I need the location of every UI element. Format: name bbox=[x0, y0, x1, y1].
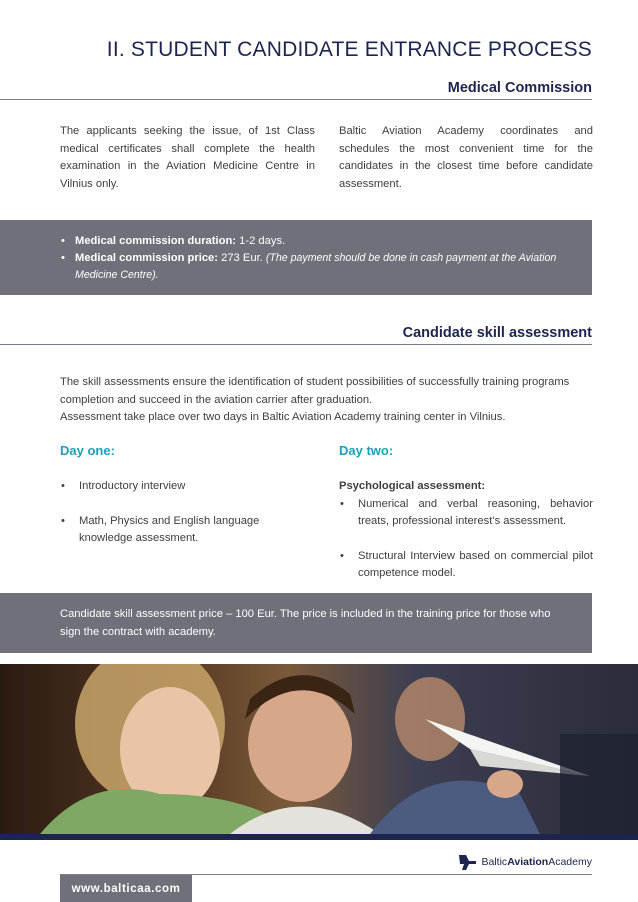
navy-strip bbox=[0, 834, 638, 840]
logo-text-academy: Academy bbox=[548, 856, 592, 868]
price-value: 273 Eur. bbox=[218, 252, 266, 264]
list-item bbox=[75, 250, 592, 284]
day-two-list bbox=[339, 496, 593, 583]
day-two-block bbox=[339, 478, 593, 583]
divider bbox=[0, 344, 592, 345]
divider bbox=[0, 99, 592, 100]
day-two-heading: Day two: bbox=[339, 443, 394, 458]
medical-commission-heading: Medical Commission bbox=[447, 80, 592, 96]
academy-logo bbox=[458, 853, 593, 871]
price-note: (The payment should be done in cash payment at the Aviation Medicine Centre). bbox=[75, 252, 557, 281]
skill-intro bbox=[60, 374, 590, 427]
list-item: • Introductory interview bbox=[60, 478, 315, 496]
skill-price-text: Candidate skill assessment price – 100 Eur. The price is included in the training price for those who sign the contract with academy. bbox=[60, 608, 551, 638]
list-item: • Numerical and verbal reasoning, behavior treats, professional interest’s assessment. bbox=[339, 496, 593, 531]
duration-label: Medical commission duration: bbox=[75, 235, 237, 247]
plane-logo-icon bbox=[458, 853, 478, 871]
list-item bbox=[75, 233, 592, 250]
students-photo-illustration bbox=[0, 664, 638, 834]
day-one-list bbox=[60, 478, 315, 548]
psychological-subheading: Psychological assessment: bbox=[339, 480, 486, 492]
students-photo bbox=[0, 664, 638, 834]
day-one-heading: Day one: bbox=[60, 443, 115, 458]
page-title: II. STUDENT CANDIDATE ENTRANCE PROCESS bbox=[106, 38, 592, 61]
website-url[interactable]: www.balticaa.com bbox=[60, 875, 192, 902]
price-label: Medical commission price: bbox=[75, 252, 218, 264]
skill-assessment-heading: Candidate skill assessment bbox=[402, 325, 592, 341]
logo-text-baltic: Baltic bbox=[481, 856, 508, 868]
skill-intro-2: Assessment take place over two days in Baltic Aviation Academy training center in Vilnius. bbox=[60, 411, 506, 423]
logo-text bbox=[482, 856, 593, 868]
list-item: • Structural Interview based on commercial pilot competence model. bbox=[339, 548, 593, 583]
skill-price-band bbox=[0, 593, 592, 653]
medical-info-band bbox=[0, 220, 592, 295]
duration-value: 1-2 days. bbox=[236, 235, 286, 247]
logo-text-aviation: Aviation bbox=[507, 856, 549, 868]
medical-left-text: The applicants seeking the issue, of 1st Class medical certificates shall complete the health examination in the Aviation Medicine Centre in Vilnius only. bbox=[60, 125, 315, 190]
skill-intro-1: The skill assessments ensure the identification of student possibilities of successfully training programs completion and succeed in the aviation carrier after graduation. bbox=[60, 376, 570, 406]
list-item: • Math, Physics and English language knowledge assessment. bbox=[60, 513, 315, 548]
medical-right-text: Baltic Aviation Academy coordinates and schedules the most convenient time for the candidates in the closest time before candidate assessment. bbox=[339, 125, 593, 190]
